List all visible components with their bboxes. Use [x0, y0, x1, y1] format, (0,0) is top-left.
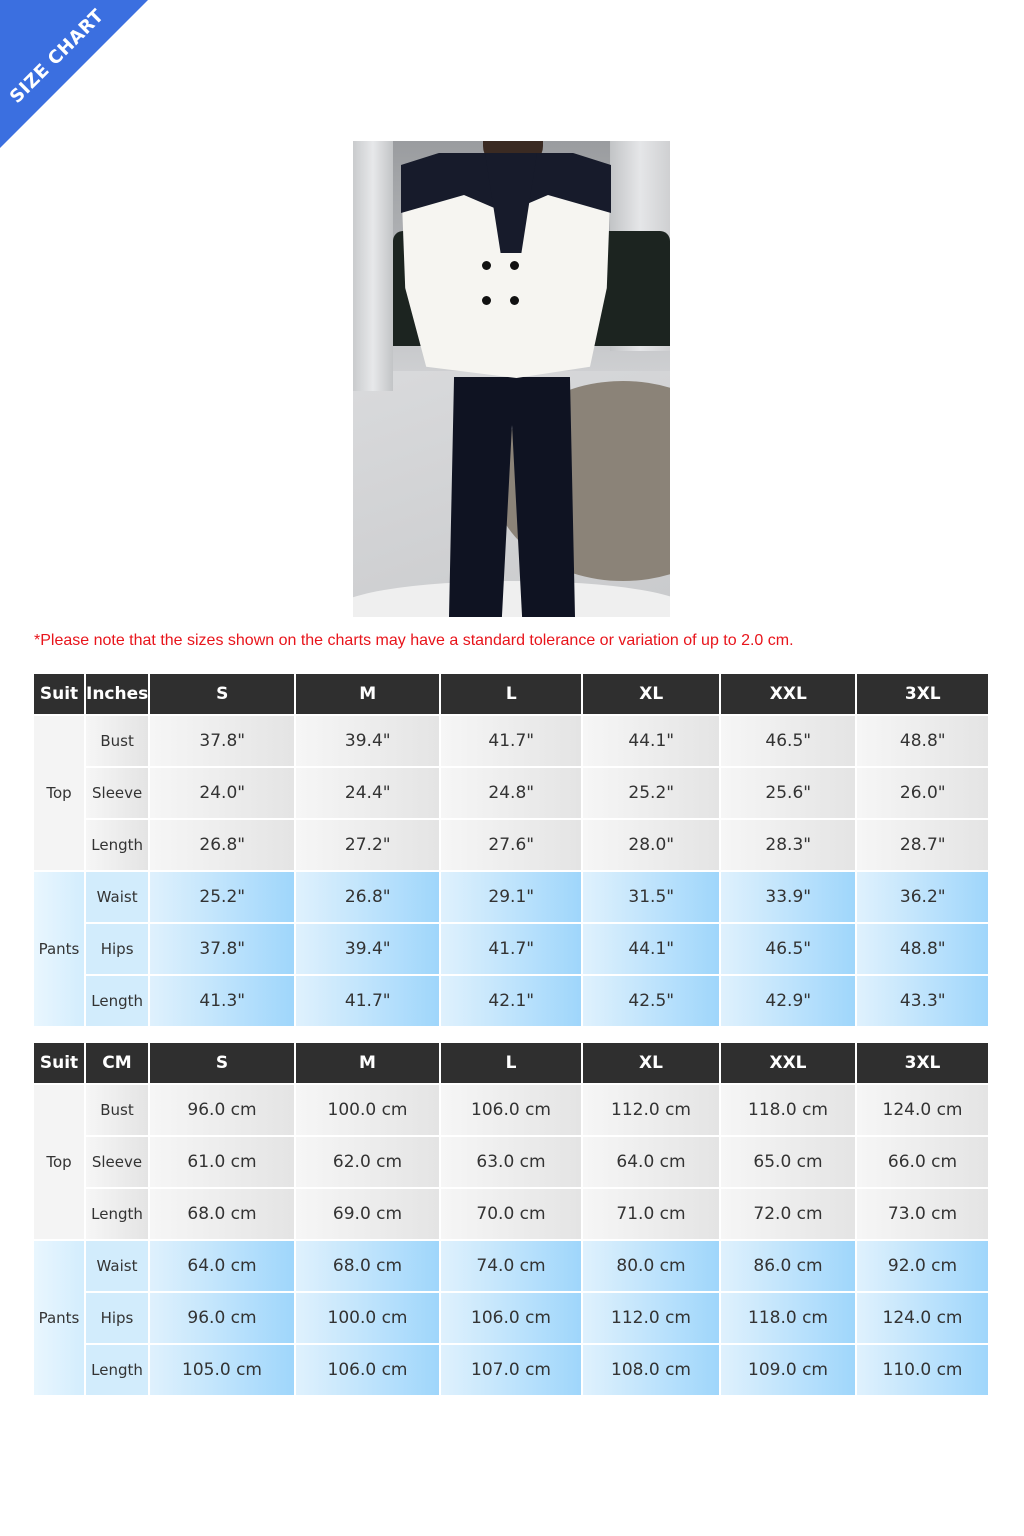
size-value: 69.0 cm — [296, 1189, 439, 1239]
measure-label: Length — [86, 820, 148, 870]
table-row — [34, 1345, 988, 1395]
photo-curtain — [353, 141, 393, 391]
size-value: 46.5" — [721, 716, 855, 766]
header-size-xl: XL — [583, 1043, 719, 1083]
size-value: 65.0 cm — [721, 1137, 855, 1187]
table-row — [34, 924, 988, 974]
size-value: 28.7" — [857, 820, 988, 870]
size-value: 24.0" — [150, 768, 294, 818]
measure-label: Waist — [86, 1241, 148, 1291]
header-size-l: L — [441, 674, 581, 714]
size-value: 41.7" — [441, 924, 581, 974]
header-size-m: M — [296, 674, 439, 714]
size-value: 44.1" — [583, 924, 719, 974]
size-value: 80.0 cm — [583, 1241, 719, 1291]
group-label-top: Top — [34, 716, 84, 870]
measure-label: Bust — [86, 1085, 148, 1135]
header-size-s: S — [150, 1043, 294, 1083]
group-label-pants: Pants — [34, 1241, 84, 1395]
table-row — [34, 1085, 988, 1135]
header-size-xxl: XXL — [721, 674, 855, 714]
size-value: 64.0 cm — [150, 1241, 294, 1291]
size-value: 39.4" — [296, 716, 439, 766]
size-value: 24.4" — [296, 768, 439, 818]
measure-label: Sleeve — [86, 1137, 148, 1187]
size-value: 72.0 cm — [721, 1189, 855, 1239]
size-value: 118.0 cm — [721, 1293, 855, 1343]
size-value: 124.0 cm — [857, 1085, 988, 1135]
size-value: 74.0 cm — [441, 1241, 581, 1291]
size-value: 108.0 cm — [583, 1345, 719, 1395]
size-value: 31.5" — [583, 872, 719, 922]
size-value: 42.1" — [441, 976, 581, 1026]
size-value: 41.7" — [296, 976, 439, 1026]
size-value: 46.5" — [721, 924, 855, 974]
size-value: 110.0 cm — [857, 1345, 988, 1395]
size-value: 24.8" — [441, 768, 581, 818]
size-chart-banner — [0, 0, 148, 148]
header-size-xl: XL — [583, 674, 719, 714]
size-value: 42.9" — [721, 976, 855, 1026]
tolerance-note: *Please note that the sizes shown on the charts may have a standard tolerance or variation of up to 2.0 cm. — [34, 632, 794, 649]
measure-label: Sleeve — [86, 768, 148, 818]
size-value: 39.4" — [296, 924, 439, 974]
size-value: 26.8" — [296, 872, 439, 922]
measure-label: Length — [86, 1189, 148, 1239]
size-value: 63.0 cm — [441, 1137, 581, 1187]
size-value: 25.6" — [721, 768, 855, 818]
header-size-l: L — [441, 1043, 581, 1083]
size-value: 106.0 cm — [441, 1085, 581, 1135]
size-value: 28.3" — [721, 820, 855, 870]
size-value: 68.0 cm — [150, 1189, 294, 1239]
size-value: 73.0 cm — [857, 1189, 988, 1239]
size-value: 33.9" — [721, 872, 855, 922]
table-row — [34, 820, 988, 870]
header-size-3xl: 3XL — [857, 1043, 988, 1083]
size-value: 68.0 cm — [296, 1241, 439, 1291]
header-size-3xl: 3XL — [857, 674, 988, 714]
size-table-inches — [32, 672, 990, 1028]
size-value: 37.8" — [150, 924, 294, 974]
size-value: 48.8" — [857, 924, 988, 974]
size-value: 96.0 cm — [150, 1293, 294, 1343]
table-row — [34, 1137, 988, 1187]
measure-label: Length — [86, 976, 148, 1026]
size-value: 27.6" — [441, 820, 581, 870]
size-value: 124.0 cm — [857, 1293, 988, 1343]
size-value: 112.0 cm — [583, 1293, 719, 1343]
size-value: 26.0" — [857, 768, 988, 818]
jacket-button — [510, 261, 519, 270]
table-row — [34, 716, 988, 766]
size-value: 42.5" — [583, 976, 719, 1026]
size-value: 71.0 cm — [583, 1189, 719, 1239]
jacket-button — [482, 261, 491, 270]
group-label-top: Top — [34, 1085, 84, 1239]
size-value: 48.8" — [857, 716, 988, 766]
table-header-row — [34, 1043, 988, 1083]
header-suit: Suit — [34, 674, 84, 714]
size-value: 100.0 cm — [296, 1085, 439, 1135]
size-value: 107.0 cm — [441, 1345, 581, 1395]
size-value: 70.0 cm — [441, 1189, 581, 1239]
size-table-cm — [32, 1041, 990, 1397]
size-value: 106.0 cm — [441, 1293, 581, 1343]
jacket-button — [510, 296, 519, 305]
table-row — [34, 872, 988, 922]
table-row — [34, 768, 988, 818]
size-value: 105.0 cm — [150, 1345, 294, 1395]
table-row — [34, 976, 988, 1026]
header-size-xxl: XXL — [721, 1043, 855, 1083]
banner-triangle — [0, 0, 148, 148]
header-size-s: S — [150, 674, 294, 714]
size-value: 44.1" — [583, 716, 719, 766]
size-value: 41.3" — [150, 976, 294, 1026]
size-value: 109.0 cm — [721, 1345, 855, 1395]
group-label-pants: Pants — [34, 872, 84, 1026]
size-value: 86.0 cm — [721, 1241, 855, 1291]
table-header-row — [34, 674, 988, 714]
table-row — [34, 1241, 988, 1291]
size-value: 43.3" — [857, 976, 988, 1026]
size-value: 106.0 cm — [296, 1345, 439, 1395]
size-value: 28.0" — [583, 820, 719, 870]
size-value: 41.7" — [441, 716, 581, 766]
size-value: 27.2" — [296, 820, 439, 870]
measure-label: Length — [86, 1345, 148, 1395]
header-unit: Inches — [86, 674, 148, 714]
size-value: 61.0 cm — [150, 1137, 294, 1187]
size-value: 36.2" — [857, 872, 988, 922]
size-value: 62.0 cm — [296, 1137, 439, 1187]
size-value: 25.2" — [583, 768, 719, 818]
size-value: 25.2" — [150, 872, 294, 922]
size-value: 112.0 cm — [583, 1085, 719, 1135]
size-value: 26.8" — [150, 820, 294, 870]
table-row — [34, 1189, 988, 1239]
measure-label: Hips — [86, 924, 148, 974]
size-value: 118.0 cm — [721, 1085, 855, 1135]
size-value: 66.0 cm — [857, 1137, 988, 1187]
size-value: 96.0 cm — [150, 1085, 294, 1135]
measure-label: Hips — [86, 1293, 148, 1343]
table-row — [34, 1293, 988, 1343]
header-suit: Suit — [34, 1043, 84, 1083]
banner-label: SIZE CHART — [5, 5, 109, 108]
size-value: 92.0 cm — [857, 1241, 988, 1291]
size-value: 29.1" — [441, 872, 581, 922]
header-unit: CM — [86, 1043, 148, 1083]
product-photo — [353, 141, 670, 617]
measure-label: Waist — [86, 872, 148, 922]
size-value: 100.0 cm — [296, 1293, 439, 1343]
jacket-button — [482, 296, 491, 305]
header-size-m: M — [296, 1043, 439, 1083]
size-value: 64.0 cm — [583, 1137, 719, 1187]
size-value: 37.8" — [150, 716, 294, 766]
measure-label: Bust — [86, 716, 148, 766]
